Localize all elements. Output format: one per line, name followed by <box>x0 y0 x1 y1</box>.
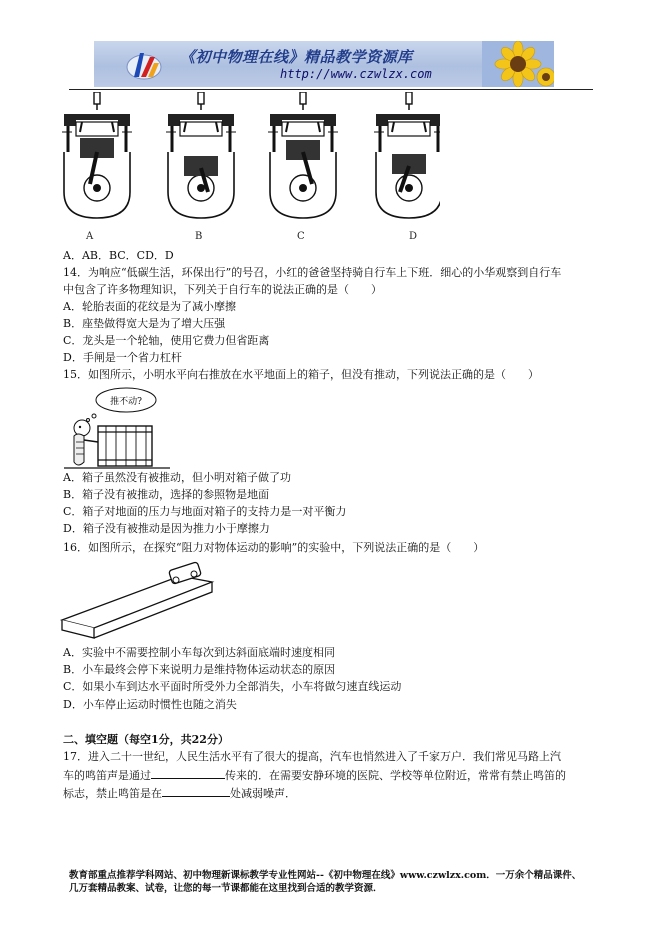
engine-label-a: A <box>86 231 94 242</box>
q17-line1: 17．进入二十一世纪，人民生活水平有了很大的提高，汽车也悄然进入了千家万户．我们常见马路上汽 <box>63 750 561 763</box>
q17-blank-2[interactable] <box>162 786 230 797</box>
engine-label-c: C <box>297 231 305 242</box>
q16-option-c: C．如果小车到达水平面时所受外力全部消失，小车将做匀速直线运动 <box>63 680 402 693</box>
q17-line3-end: 处减弱噪声． <box>230 787 296 800</box>
q16-option-d: D．小车停止运动时惯性也随之消失 <box>63 698 237 711</box>
q15-option-b: B．箱子没有被推动，选择的参照物是地面 <box>63 488 270 501</box>
site-logo-icon <box>124 47 164 83</box>
q17-line2-end: 传来的．在需要安静环境的医院、学校等单位附近，常常有禁止鸣笛的 <box>225 769 566 782</box>
footer-line1: 教育部重点推荐学科网站、初中物理新课标教学专业性网站--《初中物理在线》www.czwlzx.com．一万余个精品课件、 <box>69 870 582 881</box>
q13-options: A．AB．BC．CD．D <box>63 249 174 262</box>
q14-option-a: A．轮胎表面的花纹是为了减小摩擦 <box>63 300 236 313</box>
q15-stem: 15．如图所示，小明水平向右推放在水平地面上的箱子，但没有推动，下列说法正确的是（ ） <box>63 368 539 381</box>
q15-option-a: A．箱子虽然没有被推动，但小明对箱子做了功 <box>63 471 291 484</box>
engine-B-icon <box>166 92 236 218</box>
banner-url[interactable]: http://www.czwlzx.com <box>280 67 432 81</box>
incline-cart-figure <box>60 558 220 642</box>
q16-option-a: A．实验中不需要控制小车每次到达斜面底端时速度相同 <box>63 646 335 659</box>
q14-option-c: C．龙头是一个轮轴，使用它费力但省距离 <box>63 334 270 347</box>
engine-label-b: B <box>195 231 203 242</box>
banner-title: 《初中物理在线》精品教学资源库 <box>180 48 413 66</box>
q17-blank-1[interactable] <box>151 768 225 779</box>
footer-line2: 几万套精品教案、试卷，让您的每一节课都能在这里找到合适的教学资源． <box>69 883 383 894</box>
q17-line2 <box>63 768 566 783</box>
q15-option-d: D．箱子没有被推动是因为推力小于摩擦力 <box>63 522 270 535</box>
bubble-text: 推不动? <box>110 397 142 407</box>
pushing-box-figure <box>62 384 174 472</box>
engine-C-icon <box>268 92 338 218</box>
section-fill-in-title: 二、填空题（每空1分，共22分） <box>63 733 229 746</box>
engine-label-d: D <box>409 231 418 242</box>
q17-line3-start: 标志，禁止鸣笛是在 <box>63 787 162 800</box>
header-banner <box>94 41 554 87</box>
q14-stem-line2: 中包含了许多物理知识，下列关于自行车的说法正确的是（ ） <box>63 283 382 296</box>
q15-option-c: C．箱子对地面的压力与地面对箱子的支持力是一对平衡力 <box>63 505 347 518</box>
q16-option-b: B．小车最终会停下来说明力是维持物体运动状态的原因 <box>63 663 336 676</box>
header-divider <box>69 89 593 90</box>
q17-line3 <box>63 786 296 801</box>
sunflower-icon <box>482 41 554 87</box>
q16-stem: 16．如图所示，在探究“阻力对物体运动的影响”的实验中，下列说法正确的是（ ） <box>63 541 485 554</box>
engine-A-icon <box>62 92 132 218</box>
q14-option-d: D．手闸是一个省力杠杆 <box>63 351 182 364</box>
engine-D-icon <box>374 92 440 218</box>
q14-option-b: B．座垫做得宽大是为了增大压强 <box>63 317 226 330</box>
q17-line2-start: 车的鸣笛声是通过 <box>63 769 151 782</box>
q14-stem-line1: 14．为响应“低碳生活，环保出行”的号召，小红的爸爸坚持骑自行车上下班．细心的小华观察到自行车 <box>63 266 562 279</box>
engine-strokes-figure <box>60 92 440 222</box>
